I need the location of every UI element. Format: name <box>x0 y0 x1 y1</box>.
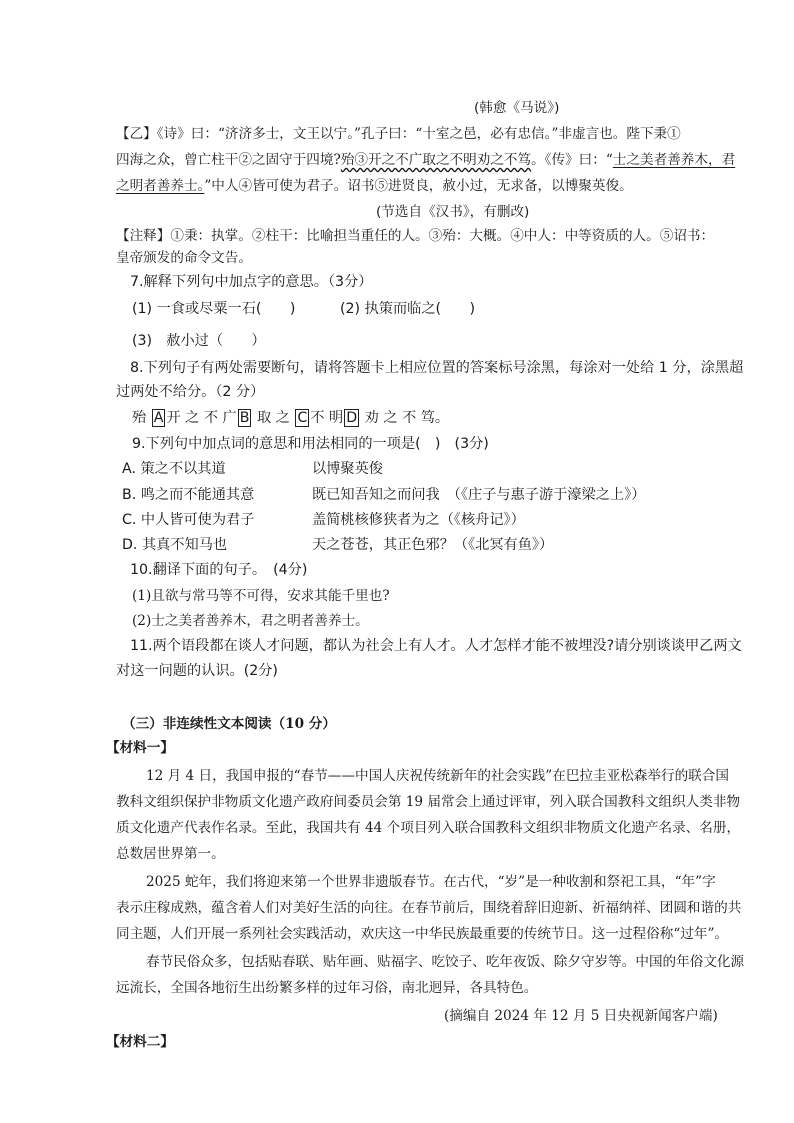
part-b-line-2-d: 士之美者善养木，君 <box>612 152 736 168</box>
q9-option-c-compare: 盖简桃核修狭者为之（《核舟记》） <box>312 512 525 528</box>
q9-stem: 9.下列句中加点词的意思和用法相同的一项是( ) (3分) <box>132 436 489 452</box>
q11-line-1: 11.两个语段都在谈人才问题，都认为社会上有人才。人才怎样才能不被埋没?请分别谈谈甲乙两文 <box>130 638 742 654</box>
q11-line-2: 对这一问题的认识。(2分) <box>116 663 278 679</box>
q9-option-b: B. 鸣之而不能通其意 <box>122 487 255 503</box>
q8-box-c[interactable]: C <box>297 410 308 426</box>
q8-seq-text-0: 殆 <box>132 410 147 426</box>
q8-seq-text-1: 开 之 不 广 <box>166 410 237 426</box>
q7-item-3: (3) 赦小过（ ） <box>132 333 266 349</box>
m1-p3-line-1: 春节民俗众多，包括贴春联、贴年画、贴福字、吃饺子、吃年夜饭、除夕守岁等。中国的年俗文化源 <box>146 954 745 970</box>
q10-item-1: (1)且欲与常马等不可得，安求其能千里也? <box>132 588 390 604</box>
q10-stem: 10.翻译下面的句子。 (4分) <box>130 562 308 578</box>
q8-seq-text-3: 不 明 <box>310 410 344 426</box>
q9-option-c: C. 中人皆可使为君子 <box>122 512 255 528</box>
q8-box-b[interactable]: B <box>239 410 250 426</box>
m1-p1-line-1: 12 月 4 日，我国申报的“春节——中国人庆祝传统新年的社会实践”在巴拉圭亚松森举行的联合国 <box>146 768 729 784</box>
m1-p2-line-3: 同主题，人们开展一系列社会实践活动，欢庆这一中华民族最重要的传统节日。这一过程俗称“过年”。 <box>116 926 729 942</box>
q9-option-a: A. 策之不以其道 <box>122 461 226 477</box>
part-b-line-1: 【乙】《诗》曰：“济济多士，文王以宁。”孔子曰：“十室之邑，必有忠信。”非虚言也。陛下秉① <box>116 126 681 142</box>
annotation-line-1: 【注释】①秉：执掌。②柱干：比喻担当重任的人。③殆：大概。④中人：中等资质的人。⑤诏书： <box>116 228 715 244</box>
part-b-line-2 <box>116 150 735 170</box>
part-b-line-2-b: 殆③开之不广取之不明劝之不笃 <box>340 152 532 168</box>
q8-stem-line-1: 8.下列句子有两处需要断句，请将答题卡上相应位置的答案标号涂黑，每涂对一处给 1 分，涂黑超 <box>130 360 744 376</box>
part-b-line-3-b: ”中人④皆可使为君子。诏书⑤进贤良，赦小过，无求备，以博聚英俊。 <box>204 178 633 194</box>
section-3-title: （三）非连续性文本阅读（10 分） <box>122 716 336 732</box>
m1-p1-line-4: 总数居世界第一。 <box>116 846 225 862</box>
q9-option-a-compare: 以博聚英俊 <box>312 461 383 477</box>
q7-stem: 7.解释下列句中加点字的意思。（3分） <box>130 274 373 290</box>
q9-option-d-compare: 天之苍苍，其正色邪？（《北冥有鱼》） <box>312 537 554 553</box>
m1-p2-line-1: 2025 蛇年，我们将迎来第一个世界非遗版春节。在古代，“岁”是一种收割和祭祀工具，“年”字 <box>146 874 716 890</box>
q8-stem-line-2: 过两处不给分。（2 分） <box>116 384 265 400</box>
m1-p1-line-3: 质文化遗产代表作名录。至此，我国共有 44 个项目列入联合国教科文组织非物质文化遗产名录、名册， <box>116 820 741 836</box>
source-han-yu: (韩愈《马说》) <box>474 100 560 116</box>
q8-sentence <box>132 408 449 428</box>
q8-box-a[interactable]: A <box>153 410 164 426</box>
source-han-shu: (节选自《汉书》，有删改) <box>376 204 530 220</box>
material-1-label: 【材料一】 <box>106 740 174 756</box>
m1-p1-line-2: 教科文组织保护非物质文化遗产政府间委员会第 19 届常会上通过评审，列入联合国教科文组织人类非物 <box>116 794 741 810</box>
part-b-line-3 <box>116 176 633 196</box>
q8-box-d[interactable]: D <box>346 410 358 426</box>
m1-p2-line-2: 表示庄稼成熟，蕴含着人们对美好生活的向往。在春节前后，围绕着辞旧迎新、祈福纳祥、团圆和谐的共 <box>116 900 742 916</box>
m1-p3-line-2: 远流长，全国各地衍生出纷繁多样的过年习俗，南北迥异，各具特色。 <box>116 980 538 996</box>
material-1-source: (摘编自 2024 年 12 月 5 日央视新闻客户端) <box>444 1008 718 1024</box>
part-b-line-2-a: 四海之众，曾亡柱干②之固守于四境? <box>116 152 341 168</box>
q8-seq-text-4: 劝 之 不 笃。 <box>364 410 450 426</box>
q9-option-d: D. 其真不知马也 <box>122 537 228 553</box>
part-b-line-3-a: 之明者善养士。 <box>116 178 205 194</box>
q9-option-b-compare: 既已知吾知之而问我 （《庄子与惠子游于濠梁之上》） <box>312 487 646 503</box>
q8-seq-text-2: 取 之 <box>256 410 290 426</box>
material-2-label: 【材料二】 <box>106 1034 174 1050</box>
annotation-line-2: 皇帝颁发的命令文告。 <box>116 250 252 266</box>
q7-item-1: (1) 一食或尽粟一石( ) <box>132 301 296 317</box>
part-b-line-2-c: 。《传》曰：“ <box>531 152 613 168</box>
q10-item-2: (2)士之美者善养木，君之明者善养士。 <box>132 613 369 629</box>
q7-item-2: (2) 执策而临之( ) <box>340 301 475 317</box>
